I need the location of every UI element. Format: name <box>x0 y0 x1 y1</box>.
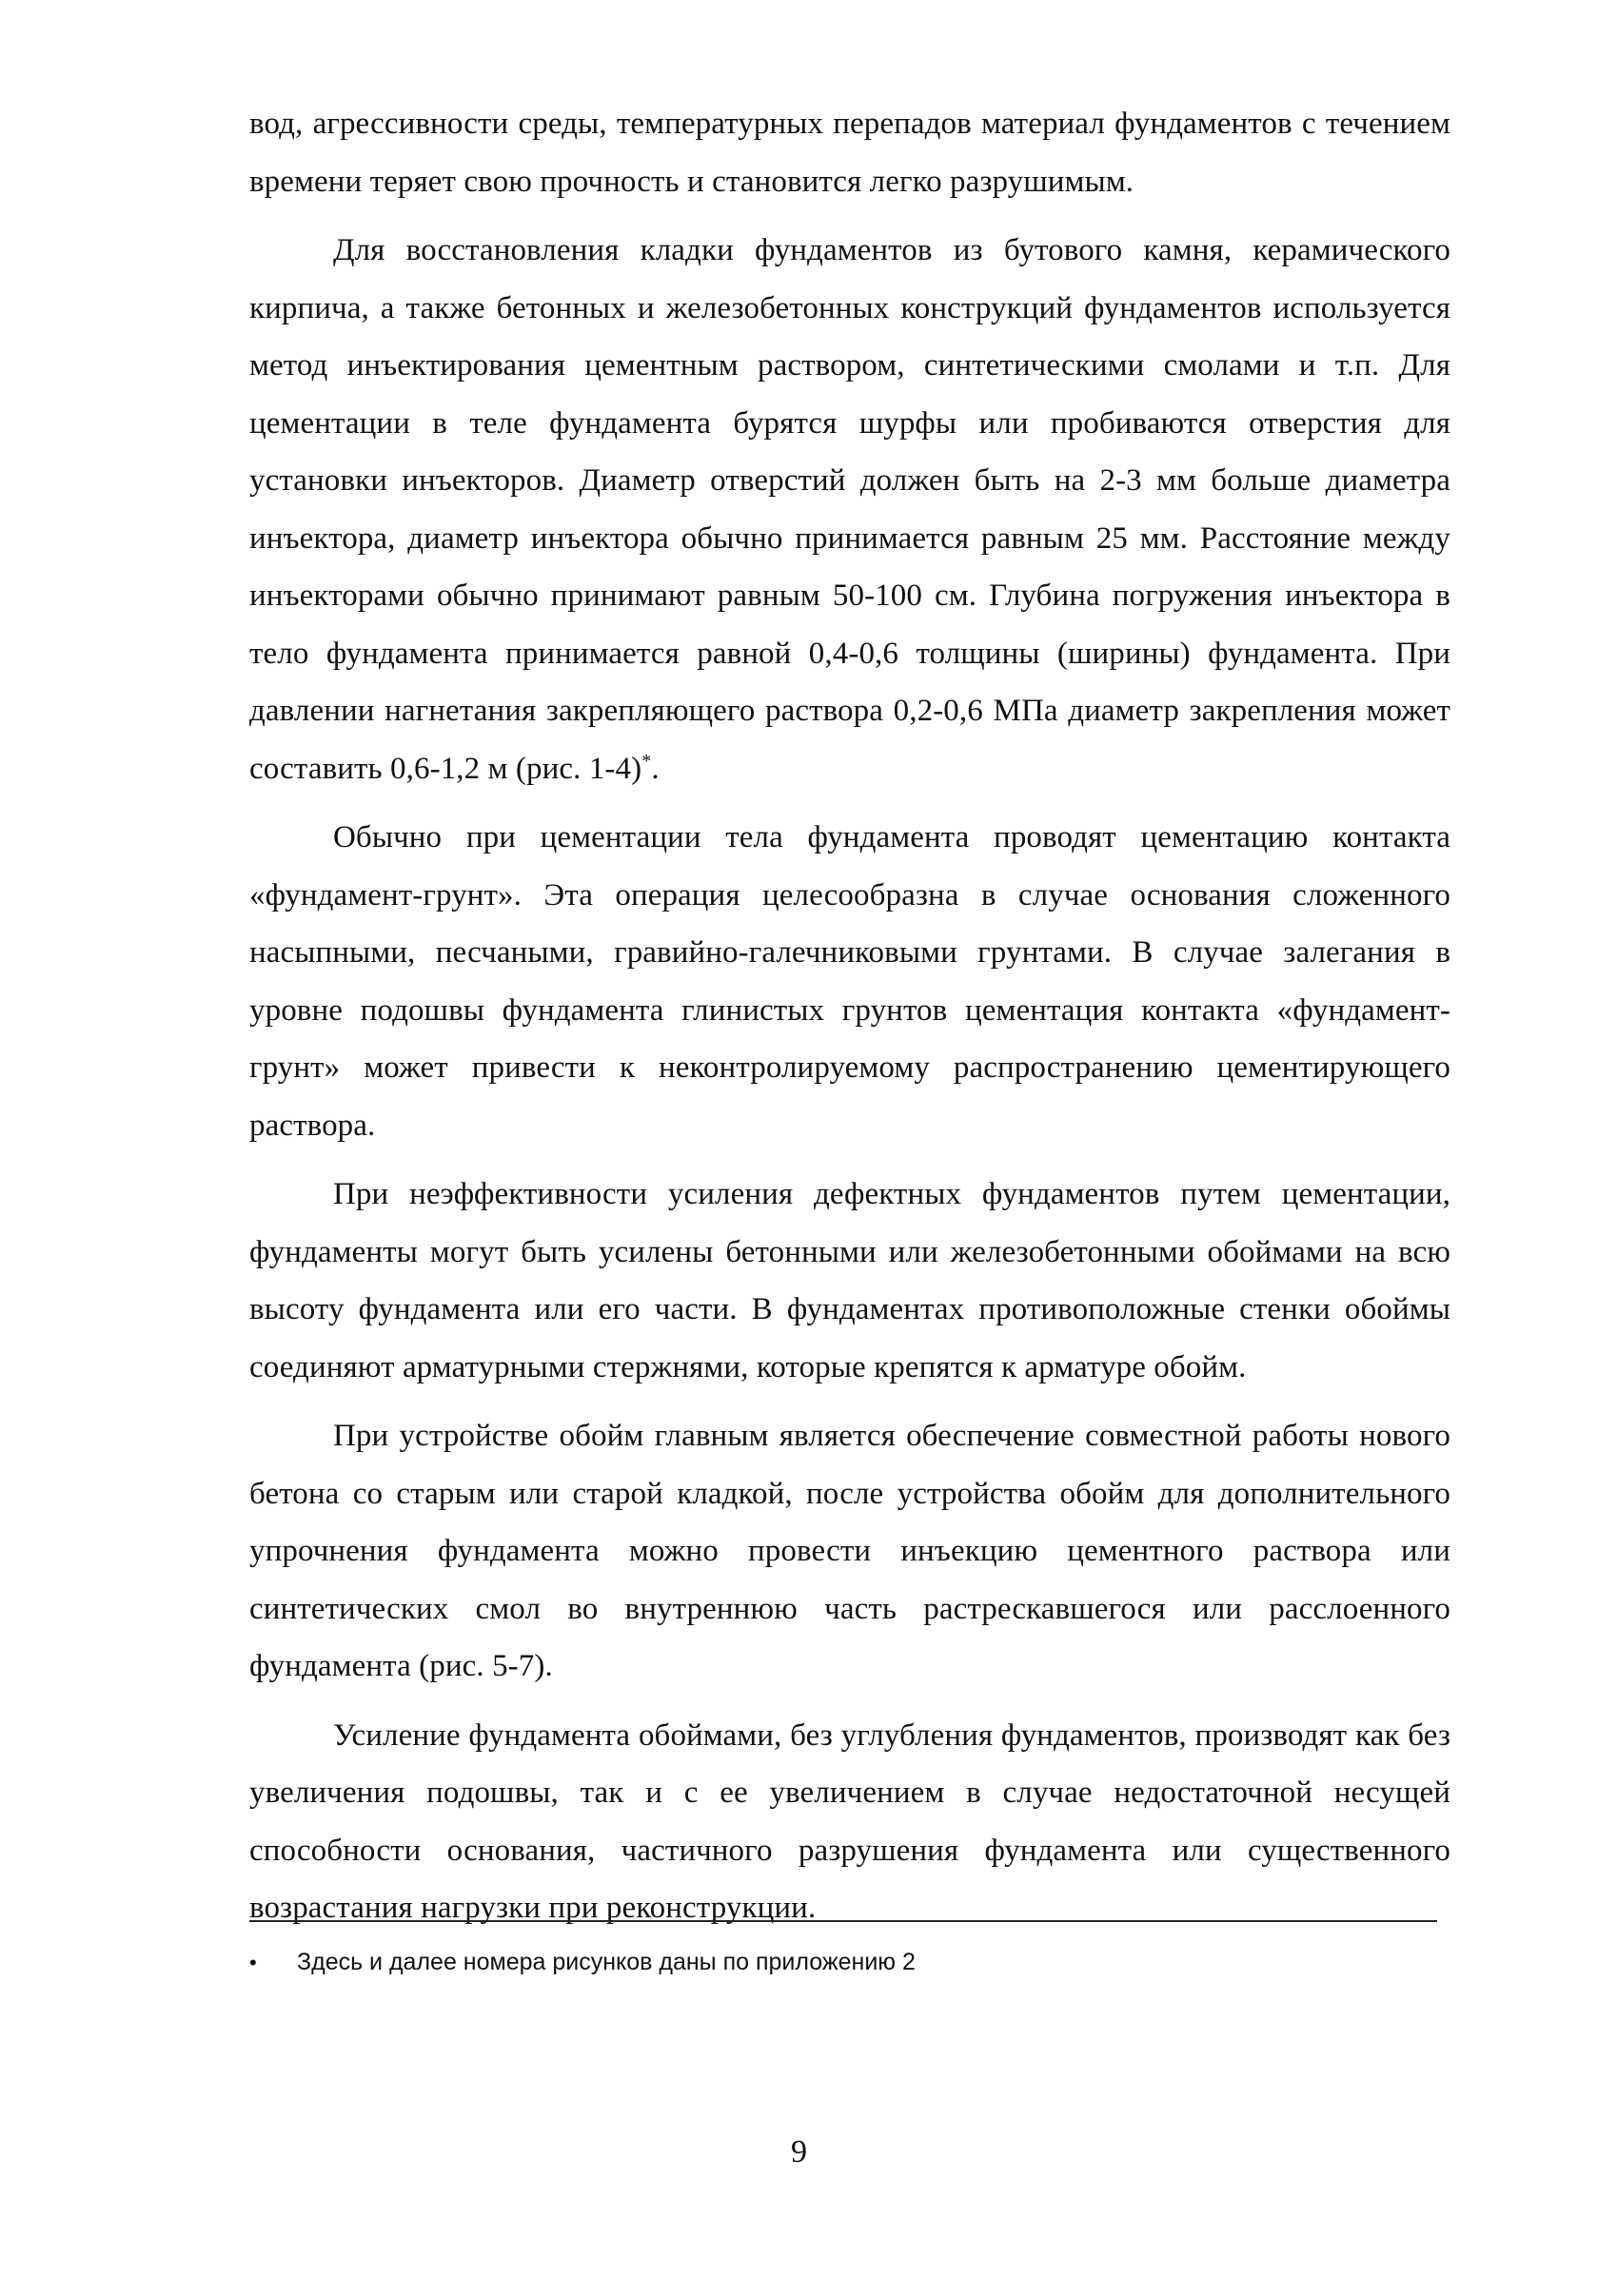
paragraph-injection-text: Для восстановления кладки фундаментов из бутового камня, керамического кирпича, а также бетонных и железобетонных конструкций фундаментов используется метод инъектирования цементным раствором, синтетическими смолами и т.п. Для цементации в теле фундамента бурятся шурфы или пробиваются отверстия для установки инъекторов. Диаметр отверстий должен быть на 2-3 мм больше диаметра инъектора, диаметр инъектора обычно принимается равным 25 мм. Расстояние между инъекторами обычно принимают равным 50-100 см. Глубина погружения инъектора в тело фундамента принимается равной 0,4-0,6 толщины (ширины) фундамента. При давлении нагнетания закрепляющего раствора 0,2-0,6 МПа диаметр закрепления может составить 0,6-1,2 м (рис. 1-4) <box>249 233 1450 786</box>
page-number: 9 <box>791 2134 807 2169</box>
paragraph-injection-end: . <box>651 751 660 786</box>
paragraph-contact-cementation: Обычно при цементации тела фундамента проводят цементацию контакта «фундамент-грунт». Эта операция целесообразна в случае основания сложенного насыпными, песчаными, гравийно-галечниковыми грунтами. В случае залегания в уровне подошвы фундамента глинистых грунтов цементация контакта «фундамент-грунт» может привести к неконтролируемому распространению цементирующего раствора. <box>249 820 1450 1143</box>
paragraph-jacket-strengthening: Усиление фундамента обоймами, без углубления фундаментов, производят как без увеличения подошвы, так и с ее увеличением в случае недостаточной несущей способности основания, частичного разрушения фундамента или существенного возрастания нагрузки при реконструкции. <box>249 1717 1450 1925</box>
footnote-text: Здесь и далее номера рисунков даны по приложению 2 <box>297 1949 916 1975</box>
paragraph-injection-method <box>249 222 1450 797</box>
footnote-reference-mark: * <box>641 750 652 772</box>
footnote-bullet: • <box>249 1951 257 1974</box>
paragraph-jacket-reinforcement: При неэффективности усиления дефектных фундаментов путем цементации, фундаменты могут быть усилены бетонными или железобетонными обоймами на всю высоту фундамента или его части. В фундаментах противоположные стенки обоймы соединяют арматурными стержнями, которые крепятся к арматуре обойм. <box>249 1177 1450 1384</box>
paragraph-continuation: вод, агрессивности среды, температурных перепадов материал фундаментов с течением времени теряет свою прочность и становится легко разрушимым. <box>249 107 1450 199</box>
footnote-divider <box>249 1920 1437 1922</box>
body-text <box>249 95 1450 1937</box>
footnote <box>249 1947 1437 1978</box>
paragraph-jacket-installation: При устройстве обойм главным является обеспечение совместной работы нового бетона со старым или старой кладкой, после устройства обойм для дополнительного упрочнения фундамента можно провести инъекцию цементного раствора или синтетических смол во внутреннюю часть растрескавшегося или расслоенного фундамента (рис. 5-7). <box>249 1419 1450 1683</box>
